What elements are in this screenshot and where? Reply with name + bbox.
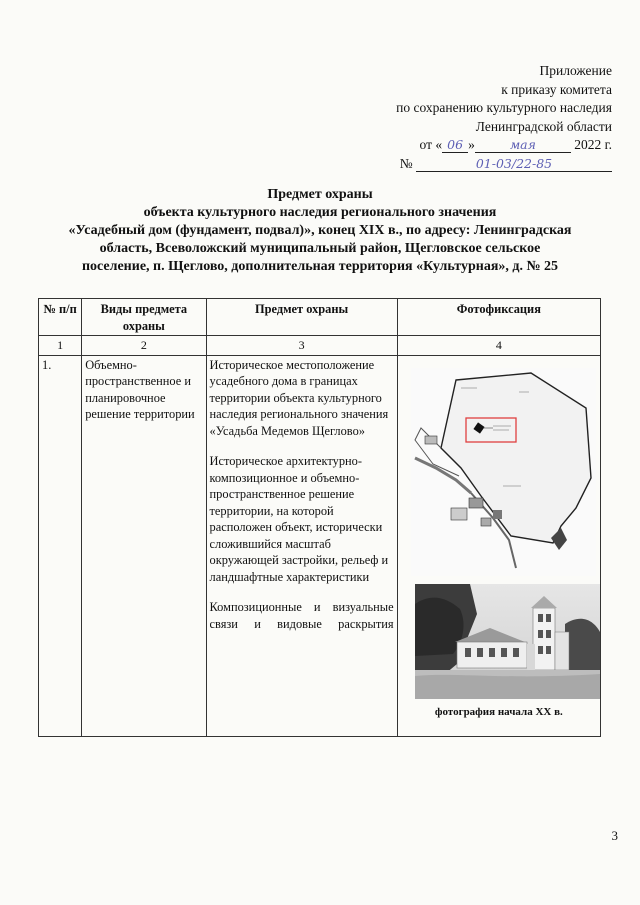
- appendix-line: по сохранению культурного наследия: [396, 100, 612, 115]
- subject-paragraph: Историческое местоположение усадебного дома в границах территории объекта культурного наследия регионального значения «Усадьба Медемов Щеглово»: [209, 357, 389, 438]
- header-type: Виды предмета охраны: [82, 299, 206, 336]
- header-number: № п/п: [39, 299, 82, 336]
- historic-photo-image: [415, 584, 600, 699]
- photo-caption: фотография начала XX в.: [434, 705, 563, 718]
- row-type: Объемно-пространственное и планировочное решение территории: [82, 355, 206, 736]
- title-line: объекта культурного наследия регионального значения: [143, 205, 497, 220]
- title-line: «Усадебный дом (фундамент, подвал)», конец XIX в., по адресу: Ленинградская: [68, 223, 572, 238]
- date-prefix: от «: [419, 137, 443, 152]
- date-mid: »: [468, 137, 475, 152]
- site-plan-map-image: [411, 368, 596, 576]
- protection-subject-table: [38, 298, 601, 737]
- appendix-line: Ленинградской области: [475, 118, 612, 134]
- header-subject: Предмет охраны: [206, 299, 397, 336]
- appendix-line: к приказу комитета: [501, 81, 612, 97]
- order-number: [396, 155, 612, 174]
- row-subject: [206, 355, 397, 736]
- document-title: [20, 186, 620, 276]
- column-number: 2: [82, 336, 206, 356]
- title-line: область, Всеволожский муниципальный район, Щегловское сельское: [99, 241, 541, 256]
- column-number: 1: [39, 336, 82, 356]
- column-number-row: [39, 336, 601, 356]
- date-month: мая: [475, 138, 571, 153]
- title-line: Предмет охраны: [267, 187, 373, 202]
- table-row: [39, 355, 601, 736]
- subject-paragraph: Композиционные и визуальные связи и видовые раскрытия: [209, 600, 394, 631]
- title-line: поселение, п. Щеглово, дополнительная территория «Культурная», д. № 25: [81, 259, 559, 274]
- header-photo: Фотофиксация: [397, 299, 600, 336]
- number-prefix: №: [399, 155, 413, 171]
- date-day: 06: [442, 138, 468, 153]
- order-date: [396, 136, 612, 155]
- date-year: 2022 г.: [574, 137, 612, 152]
- column-number: 4: [397, 336, 600, 356]
- row-photo: [397, 355, 600, 736]
- appendix-block: [396, 62, 612, 173]
- row-number: 1.: [39, 355, 82, 736]
- appendix-line: Приложение: [539, 63, 612, 78]
- column-number: 3: [206, 336, 397, 356]
- subject-paragraph: Историческое архитектурно-композиционное и объемно-пространственное решение территории, на которой расположен объект, исторически сложившийся масштаб окружающей застройки, рельеф и ландшафтные характеристики: [209, 454, 389, 584]
- table-header-row: [39, 299, 601, 336]
- page-number: 3: [611, 828, 618, 843]
- number-value: 01-03/22-85: [416, 157, 612, 172]
